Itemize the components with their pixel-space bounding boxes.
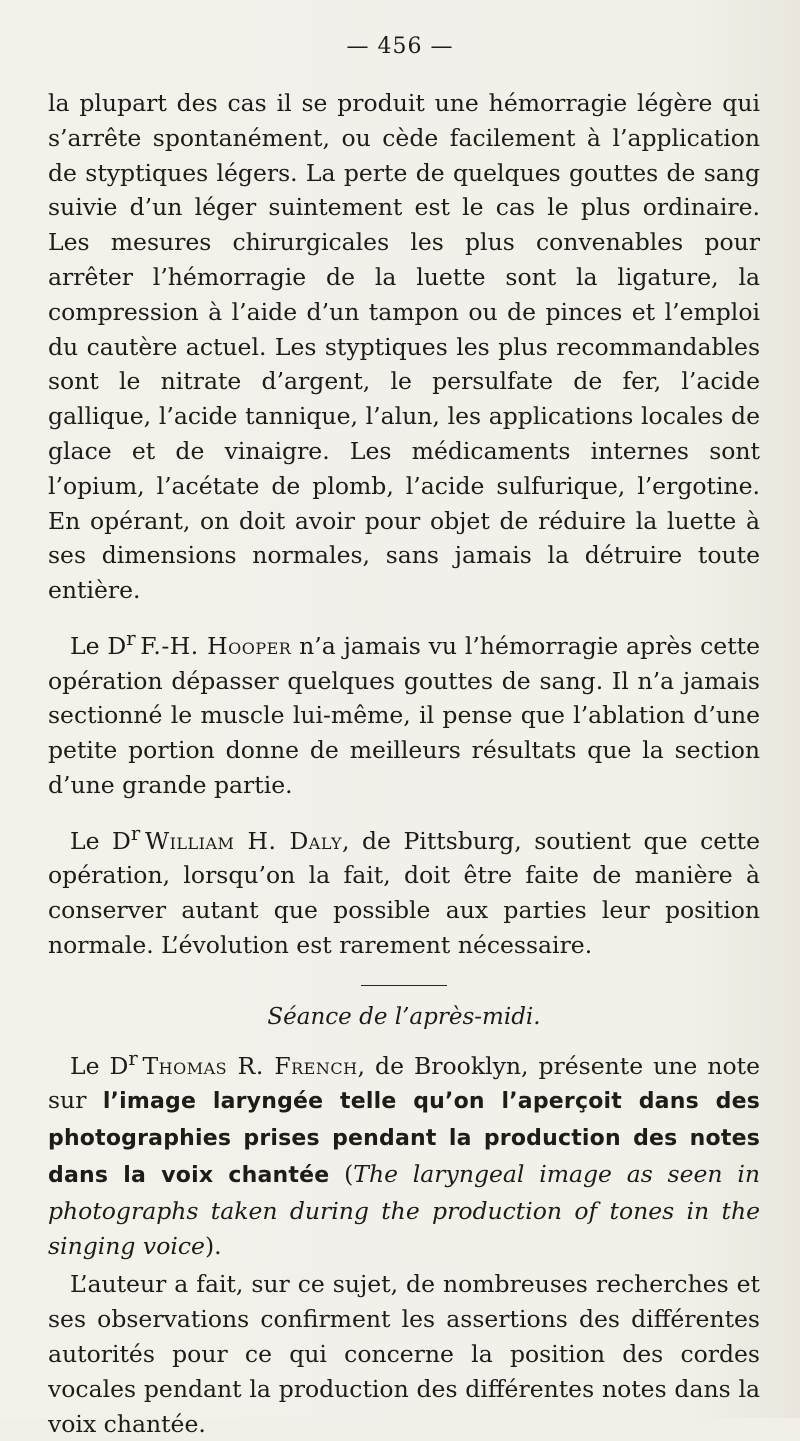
paragraph-hooper — [48, 622, 760, 803]
paragraph-daly-text: , de Pittsburg, soutient que cette opération, lorsqu’on la fait, doit être faite de manière à conserver autant que possible aux parties leur position normale. L’évolution est rarement nécessaire. — [48, 826, 760, 959]
paragraph-author-findings: L’auteur a fait, sur ce sujet, de nombreuses recherches et ses observations confirment les assertions des différentes autorités pour ce qui concerne la position des cordes vocales pendant la production des différentes notes dans la voix chantée. — [48, 1270, 760, 1438]
doctor-prefix: Le D — [70, 826, 131, 855]
section-divider — [361, 985, 447, 986]
paragraph-daly — [48, 817, 760, 963]
paragraph-french-text: , de Brooklyn, présente une note sur — [48, 1051, 760, 1115]
section-heading: Séance de l’après-midi. — [267, 1003, 541, 1030]
doctor-name-daly: William H. Daly — [144, 826, 343, 855]
doctor-name-hooper: F.-H. Hooper — [140, 631, 292, 660]
communication-title-english: The laryngeal image as seen in photographs taken during the production of tones in the singing voice — [48, 1160, 760, 1260]
doctor-prefix: Le D — [70, 631, 127, 660]
doctor-prefix-sup: r — [126, 626, 136, 650]
doctor-prefix-sup: r — [128, 1046, 138, 1070]
doctor-name-french: Thomas R. French — [142, 1051, 358, 1080]
open-paren: ( — [329, 1160, 354, 1188]
close-paren: ). — [204, 1231, 222, 1260]
page-body — [48, 86, 760, 1441]
page-number: — 456 — — [346, 34, 454, 59]
doctor-prefix-sup: r — [130, 821, 141, 845]
paragraph-french — [48, 1042, 760, 1264]
doctor-prefix: Le D — [70, 1051, 129, 1080]
communication-title-french: l’image laryngée telle qu’on l’aperçoit dans des photographies prises pendant la production des notes dans la voix chantée — [48, 1089, 760, 1188]
paragraph-hooper-text: n’a jamais vu l’hémorragie après cette opération dépasser quelques gouttes de sang. Il n’a jamais sectionné le muscle lui-même, il pense que l’ablation d’une petite portion donne de meilleurs résultats que la section d’une grande partie. — [48, 631, 760, 799]
paragraph-uvula-hemorrhage: la plupart des cas il se produit une hémorragie légère qui s’arrête spontanément, ou cède facilement à l’application de styptiques légers. La perte de quelques gouttes de sang suivie d’un léger suintement est le cas le plus ordinaire. Les mesures chirurgicales les plus convenables pour arrêter l’hémorragie de la luette sont la ligature, la compression à l’aide d’un tampon ou de pinces et l’emploi du cautère actuel. Les styptiques les plus recommandables sont le nitrate d’argent, le persulfate de fer, l’acide gallique, l’acide tannique, l’alun, les applications locales de glace et de vinaigre. Les médicaments internes sont l’opium, l’acétate de plomb, l’acide sulfurique, l’ergotine. En opérant, on doit avoir pour objet de réduire la luette à ses dimensions normales, sans jamais la détruire toute entière. — [48, 89, 760, 605]
